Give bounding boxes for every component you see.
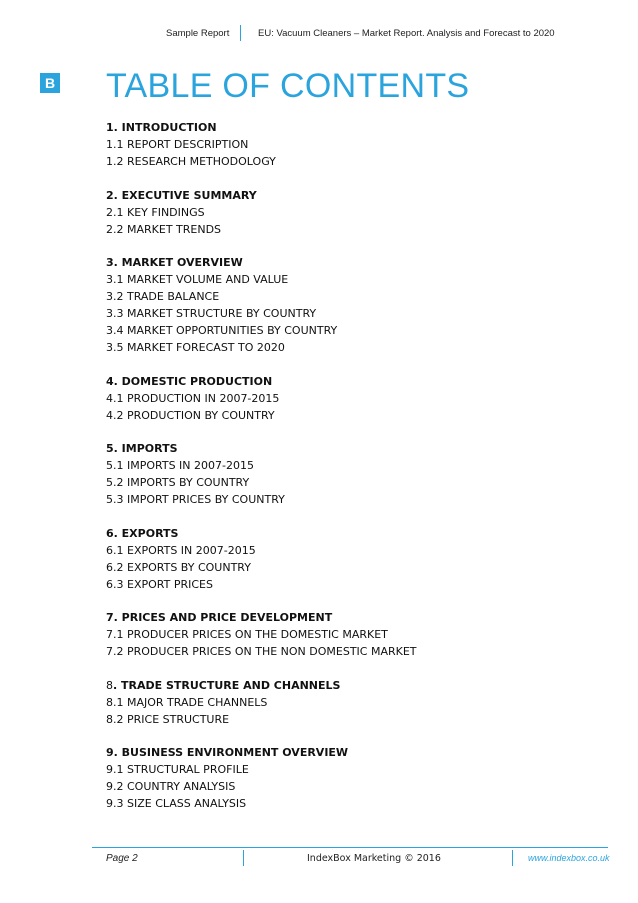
toc-section-3	[106, 254, 606, 356]
toc-item: 3.5 MARKET FORECAST TO 2020	[106, 341, 285, 354]
toc-heading-text: . TRADE STRUCTURE AND CHANNELS	[113, 678, 341, 692]
toc-item: 2.2 MARKET TRENDS	[106, 222, 222, 236]
header-report-title: EU: Vacuum Cleaners – Market Report. Analysis and Forecast to 2020	[258, 28, 555, 39]
table-of-contents	[106, 119, 606, 829]
toc-item: 2.1 KEY FINDINGS	[106, 205, 205, 219]
toc-item: 7.1 PRODUCER PRICES ON THE DOMESTIC MARKET	[106, 628, 388, 641]
toc-heading: 6. EXPORTS	[106, 526, 179, 540]
toc-heading	[106, 677, 606, 694]
toc-heading: 9. BUSINESS ENVIRONMENT OVERVIEW	[106, 746, 349, 759]
brand-logo-icon: B	[40, 73, 60, 93]
toc-item: 5.1 IMPORTS IN 2007-2015	[106, 459, 254, 472]
toc-item: 1.1 REPORT DESCRIPTION	[106, 138, 249, 151]
toc-item: 3.4 MARKET OPPORTUNITIES BY COUNTRY	[106, 324, 338, 337]
toc-section-7	[106, 609, 606, 660]
page-header	[0, 28, 638, 48]
toc-item: 6.2 EXPORTS BY COUNTRY	[106, 560, 251, 574]
toc-item: 3.3 MARKET STRUCTURE BY COUNTRY	[106, 307, 317, 320]
toc-item: 5.3 IMPORT PRICES BY COUNTRY	[106, 493, 285, 506]
footer-copyright: IndexBox Marketing © 2016	[307, 853, 441, 864]
toc-heading: 5. IMPORTS	[106, 442, 178, 455]
toc-item: 8.2 PRICE STRUCTURE	[106, 712, 230, 726]
page-number: Page 2	[106, 853, 138, 864]
toc-item: 4.2 PRODUCTION BY COUNTRY	[106, 408, 275, 422]
toc-heading: 1. INTRODUCTION	[106, 121, 217, 134]
toc-heading: 7. PRICES AND PRICE DEVELOPMENT	[106, 611, 333, 624]
toc-section-4	[106, 373, 606, 424]
toc-item: 5.2 IMPORTS BY COUNTRY	[106, 476, 250, 489]
page-footer	[0, 852, 638, 868]
toc-item: 3.2 TRADE BALANCE	[106, 290, 220, 303]
toc-section-8	[106, 677, 606, 728]
toc-section-9	[106, 744, 606, 812]
toc-section-2	[106, 187, 606, 238]
toc-item: 6.1 EXPORTS IN 2007-2015	[106, 543, 256, 557]
header-divider	[240, 25, 241, 41]
toc-item: 6.3 EXPORT PRICES	[106, 577, 213, 591]
footer-divider	[243, 850, 244, 866]
toc-item: 1.2 RESEARCH METHODOLOGY	[106, 155, 276, 168]
toc-item: 7.2 PRODUCER PRICES ON THE NON DOMESTIC MARKET	[106, 645, 417, 658]
toc-item: 3.1 MARKET VOLUME AND VALUE	[106, 273, 289, 286]
toc-section-6	[106, 525, 606, 593]
footer-divider	[512, 850, 513, 866]
toc-item: 9.2 COUNTRY ANALYSIS	[106, 780, 236, 793]
toc-heading: 2. EXECUTIVE SUMMARY	[106, 188, 257, 202]
toc-heading: 4. DOMESTIC PRODUCTION	[106, 374, 273, 388]
toc-heading: 3. MARKET OVERVIEW	[106, 256, 243, 269]
toc-item: 8.1 MAJOR TRADE CHANNELS	[106, 695, 268, 709]
toc-item: 4.1 PRODUCTION IN 2007-2015	[106, 391, 280, 405]
header-report-type: Sample Report	[166, 28, 230, 39]
toc-section-1	[106, 119, 606, 170]
toc-section-5	[106, 440, 606, 508]
toc-item: 9.1 STRUCTURAL PROFILE	[106, 763, 249, 776]
toc-heading-number: 8	[106, 678, 113, 692]
footer-website-link[interactable]: www.indexbox.co.uk	[528, 853, 610, 863]
page-title: TABLE OF CONTENTS	[106, 67, 470, 105]
footer-rule	[92, 847, 608, 848]
toc-item: 9.3 SIZE CLASS ANALYSIS	[106, 797, 247, 810]
